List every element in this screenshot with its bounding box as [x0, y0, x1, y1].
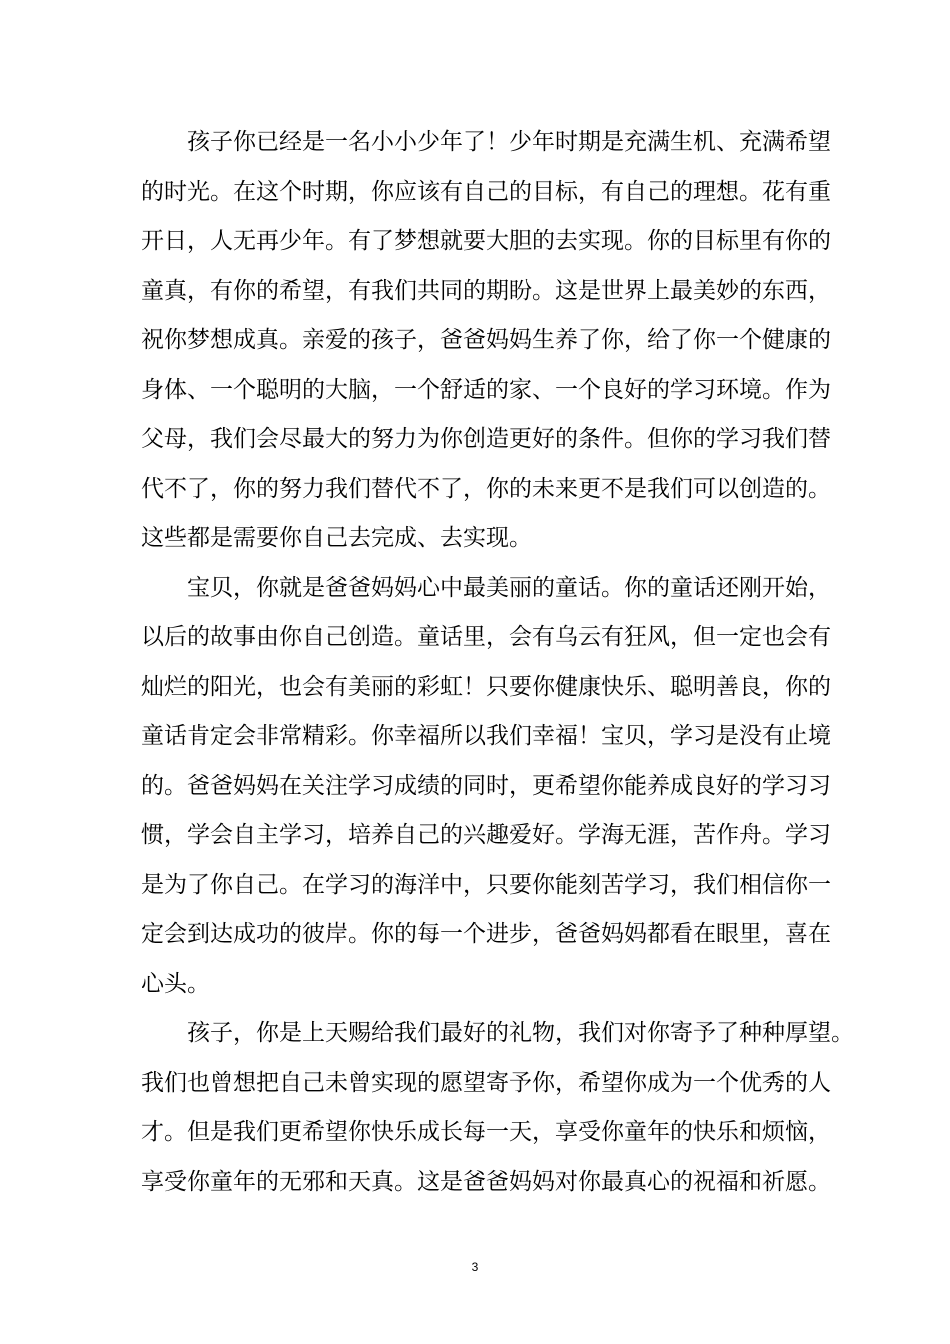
text-line: 父母，我们会尽最大的努力为你创造更好的条件。但你的学习我们替 — [141, 426, 831, 452]
text-line: 享受你童年的无邪和天真。这是爸爸妈妈对你最真心的祝福和祈愿。 — [141, 1168, 831, 1195]
text-line: 童话肯定会非常精彩。你幸福所以我们幸福！宝贝，学习是没有止境 — [141, 723, 831, 749]
text-line: 孩子你已经是一名小小少年了！少年时期是充满生机、充满希望 — [141, 129, 831, 155]
text-line: 祝你梦想成真。亲爱的孩子，爸爸妈妈生养了你，给了你一个健康的 — [141, 327, 831, 353]
text-line: 定会到达成功的彼岸。你的每一个进步，爸爸妈妈都看在眼里，喜在 — [141, 921, 831, 947]
text-line: 身体、一个聪明的大脑，一个舒适的家、一个良好的学习环境。作为 — [141, 376, 831, 403]
text-line: 孩子，你是上天赐给我们最好的礼物，我们对你寄予了种种厚望。 — [141, 1020, 854, 1046]
text-line: 开日，人无再少年。有了梦想就要大胆的去实现。你的目标里有你的 — [141, 228, 831, 254]
text-line: 灿烂的阳光，也会有美丽的彩虹！只要你健康快乐、聪明善良，你的 — [141, 673, 831, 700]
page-number: 3 — [471, 1260, 479, 1274]
text-line: 童真，有你的希望，有我们共同的期盼。这是世界上最美妙的东西， — [141, 277, 831, 304]
text-line: 我们也曾想把自己未曾实现的愿望寄予你，希望你成为一个优秀的人 — [141, 1069, 831, 1096]
text-line: 的。爸爸妈妈在关注学习成绩的同时，更希望你能养成良好的学习习 — [141, 772, 831, 799]
text-line: 这些都是需要你自己去完成、去实现。 — [141, 525, 532, 551]
text-line: 才。但是我们更希望你快乐成长每一天，享受你童年的快乐和烦恼， — [141, 1119, 831, 1145]
text-line: 宝贝，你就是爸爸妈妈心中最美丽的童话。你的童话还刚开始， — [141, 574, 831, 601]
text-line: 代不了，你的努力我们替代不了，你的未来更不是我们可以创造的。 — [141, 475, 831, 502]
text-line: 心头。 — [141, 970, 210, 997]
text-line: 是为了你自己。在学习的海洋中，只要你能刻苦学习，我们相信你一 — [141, 871, 831, 898]
text-line: 的时光。在这个时期，你应该有自己的目标，有自己的理想。花有重 — [141, 178, 831, 205]
text-line: 以后的故事由你自己创造。童话里，会有乌云有狂风，但一定也会有 — [141, 624, 831, 650]
text-line: 惯，学会自主学习，培养自己的兴趣爱好。学海无涯，苦作舟。学习 — [141, 822, 831, 848]
